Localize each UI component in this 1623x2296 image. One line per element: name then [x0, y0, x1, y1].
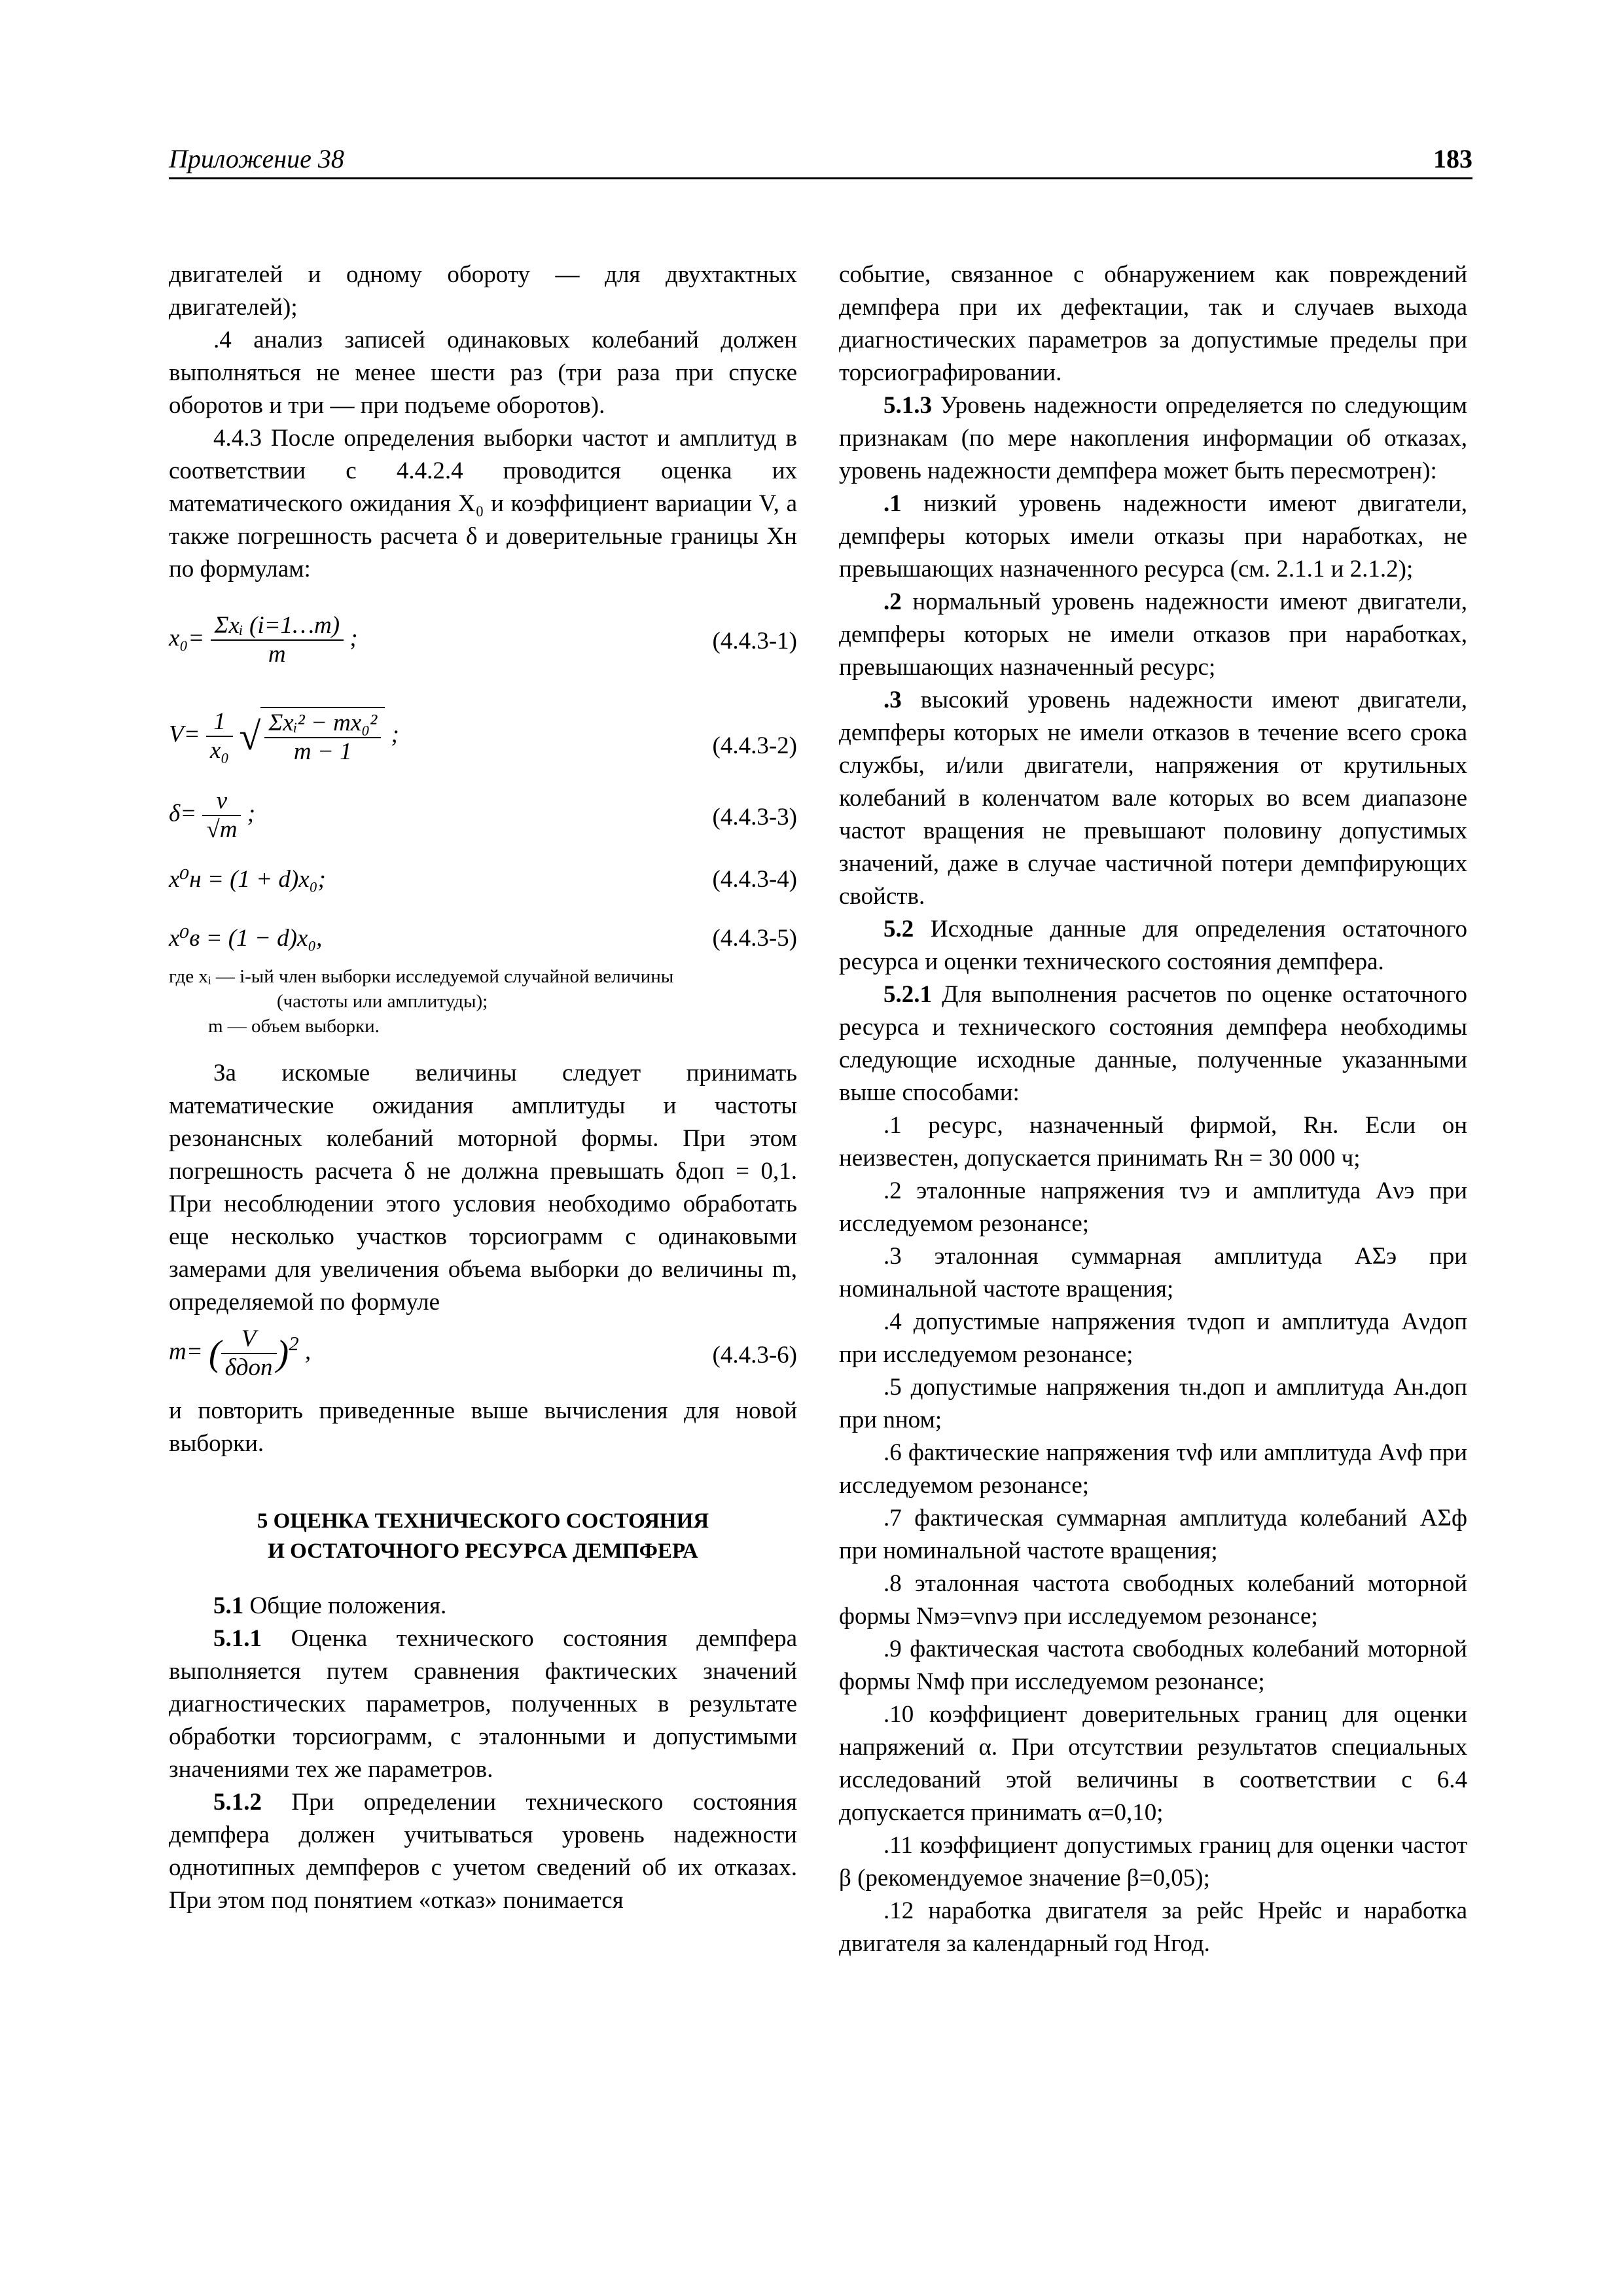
- denominator: m: [268, 641, 286, 668]
- fraction: [206, 708, 233, 764]
- numerator: ν: [202, 787, 241, 816]
- item-text: нормальный уровень надежности имеют двигатели, демпферы которых не имели отказов при наработках, превышающих назначенный ресурс;: [839, 588, 1467, 681]
- left-column: [169, 259, 797, 1917]
- data-item: .5 допустимые напряжения τн.доп и амплитуда Aн.доп при nном;: [839, 1374, 1467, 1433]
- formula-legend: [169, 964, 797, 1039]
- formula-4-4-3-2: [169, 697, 797, 782]
- item-number: .3: [883, 687, 902, 713]
- exponent: 2: [289, 1333, 299, 1355]
- data-item: .7 фактическая суммарная амплитуда колебаний AΣф при номинальной частоте вращения;: [839, 1505, 1467, 1564]
- paragraph: двигателей и одному обороту — для двухтактных двигателей);: [169, 261, 797, 321]
- clause-number: 5.1.3: [883, 392, 932, 419]
- radicand: [260, 707, 385, 766]
- data-item: .8 эталонная частота свободных колебаний моторной формы Nмэ=νnνэ при исследуемом резонансе;: [839, 1570, 1467, 1630]
- data-item: .10 коэффициент доверительных границ для оценки напряжений α. При отсутствии результатов специальных исследований этой величины в соответствии с 6.4 допускается принимать α=0,10;: [839, 1701, 1467, 1826]
- clause-number: 5.1: [213, 1592, 244, 1619]
- heading-line: И ОСТАТОЧНОГО РЕСУРСА ДЕМПФЕРА: [268, 1539, 698, 1563]
- data-item: .1 ресурс, назначенный фирмой, Rн. Если он неизвестен, допускается принимать Rн = 30 000 ч;: [839, 1112, 1467, 1172]
- data-item: .4 допустимые напряжения τνдоп и амплитуда Aνдоп при исследуемом резонансе;: [839, 1308, 1467, 1368]
- equation-number: (4.4.3-2): [712, 732, 797, 759]
- page-header: [169, 145, 1472, 179]
- denominator: √m: [206, 816, 238, 843]
- formula-4-4-3-3: [169, 785, 797, 850]
- right-paren: ): [276, 1333, 289, 1374]
- equation-number: (4.4.3-3): [712, 804, 797, 831]
- paragraph: и повторить приведенные выше вычисления для новой выборки.: [169, 1397, 797, 1457]
- paragraph: 4.4.3 После определения выборки частот и амплитуд в соответствии с 4.4.2.4 проводится оценка их математического ожидания X₀ и коэффициент вариации V, а также погрешность расчета δ и доверительные границы Xн по формулам:: [169, 425, 797, 583]
- item-text: высокий уровень надежности имеют двигатели, демпферы которых не имели отказов в течение всего срока службы, и/или двигатели, напряжения от крутильных колебаний в коленчатом вале которых во всем диапазоне частот вращения не превышают половину допустимых значений, даже в случае частичной потери демпфирующих свойств.: [839, 687, 1468, 910]
- data-item: .6 фактические напряжения τνф или амплитуда Aνф при исследуемом резонансе;: [839, 1439, 1467, 1499]
- formula-tail: ;: [349, 624, 358, 652]
- formula-lhs: V=: [169, 721, 200, 748]
- paragraph: За искомые величины следует принимать математические ожидания амплитуды и частоты резонансных колебаний моторной формы. При этом погрешность расчета δ не должна превышать δдоп = 0,1. При несоблюдении этого условия необходимо обработать еще несколько участков торсиограмм с одинаковыми замерами для увеличения объема выборки до величины m, определяемой по формуле: [169, 1060, 797, 1316]
- fraction: [211, 612, 344, 668]
- formula-4-4-3-1: [169, 599, 797, 671]
- formula-4-4-3-6: [169, 1323, 797, 1388]
- numerator: Σxᵢ² − mx₀²: [264, 709, 381, 738]
- legend-line: где xᵢ — i-ый член выборки исследуемой случайной величины: [169, 966, 674, 987]
- clause-number: 5.2.1: [883, 981, 932, 1008]
- equation-number: (4.4.3-5): [712, 925, 797, 952]
- clause-text: Исходные данные для определения остаточного ресурса и оценки технического состояния демпфера.: [839, 916, 1468, 975]
- clause-5-1-3: [839, 389, 1467, 488]
- paragraph: .4 анализ записей одинаковых колебаний должен выполняться не менее шести раз (три раза при спуске оборотов и три — при подъеме оборотов).: [169, 327, 797, 419]
- formula-lhs: δ=: [169, 800, 197, 827]
- clause-text: Уровень надежности определяется по следующим признакам (по мере накопления информации об отказах, уровень надежности демпфера может быть пересмотрен):: [839, 392, 1467, 484]
- list-item: [839, 684, 1467, 913]
- fraction: [264, 709, 381, 766]
- formula-tail: ;: [247, 800, 256, 827]
- left-paren: (: [208, 1333, 221, 1374]
- denominator: x₀: [209, 737, 230, 764]
- subsection-5-1: [169, 1590, 797, 1623]
- clause-5-1-1: [169, 1623, 797, 1786]
- paragraph: событие, связанное с обнаружением как повреждений демпфера при их дефектации, так и случаев выхода диагностических параметров за допустимые пределы при торсиографировании.: [839, 261, 1467, 386]
- data-item: .3 эталонная суммарная амплитуда AΣэ при номинальной частоте вращения;: [839, 1243, 1467, 1302]
- running-title: Приложение 38: [169, 144, 344, 173]
- radical-sign: √: [239, 715, 261, 758]
- data-item: .12 наработка двигателя за рейс Hрейс и наработка двигателя за календарный год Hгод.: [839, 1897, 1467, 1957]
- clause-number: 5.1.1: [213, 1625, 262, 1652]
- formula-tail: ;: [391, 721, 399, 748]
- list-item: [839, 586, 1467, 684]
- page-number: 183: [1433, 144, 1472, 173]
- formula-lhs: m=: [169, 1338, 203, 1365]
- fraction: [202, 787, 241, 844]
- fraction: [221, 1325, 277, 1382]
- formula-lhs: x₀=: [169, 624, 205, 652]
- formula-4-4-3-4: [169, 863, 797, 896]
- clause-text: Общие положения.: [249, 1592, 447, 1619]
- clause-number: 5.2: [883, 916, 914, 942]
- denominator: δдоп: [224, 1354, 273, 1381]
- right-column: [839, 259, 1467, 1960]
- subsection-5-2: [839, 913, 1467, 978]
- data-item: .2 эталонные напряжения τνэ и амплитуда Aνэ при исследуемом резонансе;: [839, 1177, 1467, 1237]
- formula-tail: ,: [304, 1338, 312, 1365]
- clause-text: Для выполнения расчетов по оценке остаточного ресурса и технического состояния демпфера необходимы следующие исходные данные, полученные указанными выше способами:: [839, 981, 1468, 1106]
- item-number: .2: [883, 588, 902, 615]
- clause-text: Оценка технического состояния демпфера выполняется путем сравнения фактических значений диагностических параметров, полученных в результате обработки торсиограмм, с эталонными и допустимыми значениями тех же параметров.: [169, 1625, 797, 1783]
- numerator: Σxᵢ (i=1…m): [211, 612, 344, 641]
- formula-4-4-3-5: [169, 922, 797, 955]
- equation-number: (4.4.3-1): [712, 628, 797, 655]
- clause-5-2-1: [839, 978, 1467, 1109]
- clause-number: 5.1.2: [213, 1789, 262, 1816]
- data-item: .9 фактическая частота свободных колебаний моторной формы Nмф при исследуемом резонансе;: [839, 1636, 1467, 1695]
- list-item: [839, 488, 1467, 586]
- legend-line: m — объем выборки.: [208, 1016, 380, 1037]
- data-item: .11 коэффициент допустимых границ для оценки частот β (рекомендуемое значение β=0,05);: [839, 1832, 1467, 1892]
- equation-number: (4.4.3-6): [712, 1342, 797, 1369]
- item-number: .1: [883, 490, 902, 517]
- clause-text: При определении технического состояния демпфера должен учитываться уровень надежности однотипных демпферов с учетом сведений об их отказах. При этом под понятием «отказ» понимается: [169, 1789, 798, 1914]
- heading-line: 5 ОЦЕНКА ТЕХНИЧЕСКОГО СОСТОЯНИЯ: [257, 1509, 709, 1533]
- formula-body: x⁰н = (1 + d)x₀;: [169, 866, 326, 893]
- header-divider: [169, 177, 1472, 179]
- numerator: V: [221, 1325, 277, 1354]
- section-heading: [169, 1506, 797, 1566]
- numerator: 1: [206, 708, 233, 737]
- denominator: m − 1: [293, 738, 352, 765]
- item-text: низкий уровень надежности имеют двигатели, демпферы которых имели отказы при наработках, не превышающих назначенного ресурса (см. 2.1.1 и 2.1.2);: [839, 490, 1468, 583]
- clause-5-1-2: [169, 1786, 797, 1917]
- formula-body: x⁰в = (1 − d)x₀,: [169, 925, 323, 952]
- legend-line: (частоты или амплитуды);: [277, 991, 488, 1012]
- equation-number: (4.4.3-4): [712, 866, 797, 893]
